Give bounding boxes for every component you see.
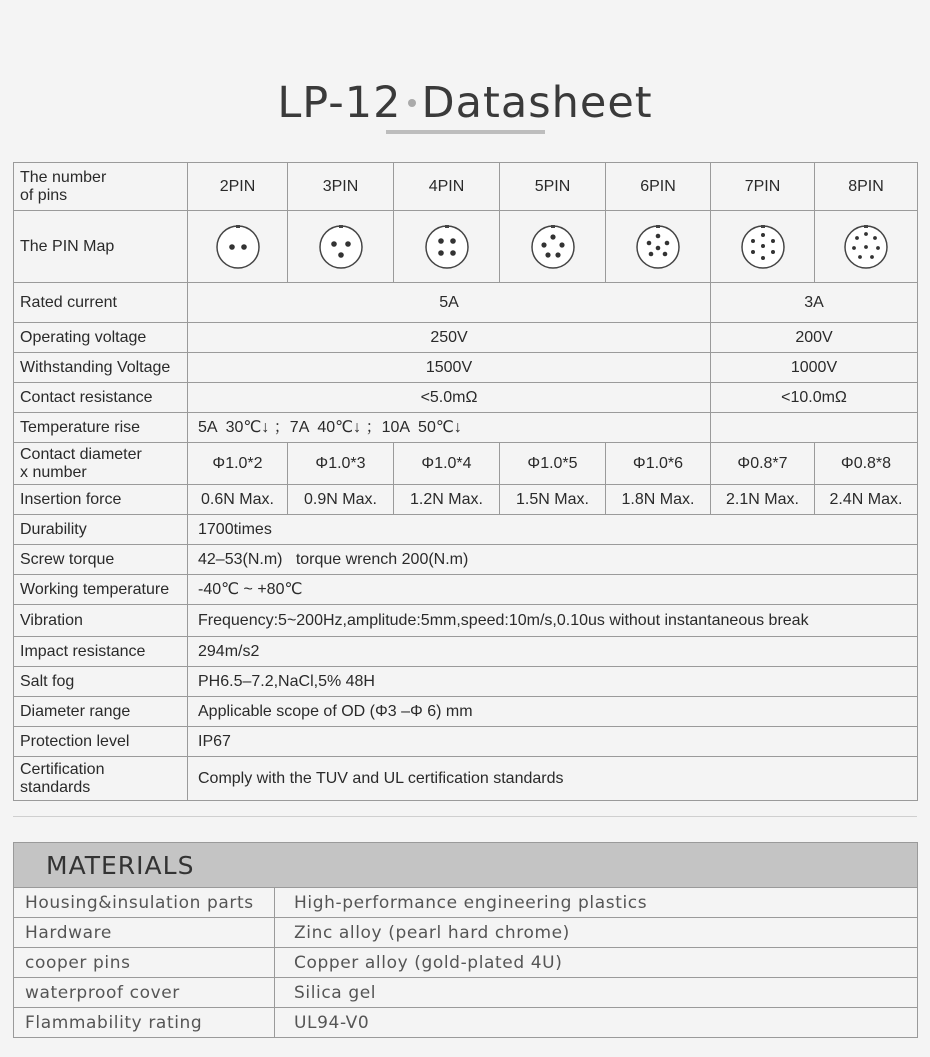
title-underline <box>386 130 545 134</box>
spec-value: Frequency:5~200Hz,amplitude:5mm,speed:10m/s,0.10us without instantaneous break <box>188 605 918 637</box>
pin-map-5-icon <box>530 224 576 270</box>
spec-label: Salt fog <box>14 667 188 697</box>
contact-diameter-label: Contact diameter x number <box>14 443 188 485</box>
title-model: LP-12 <box>277 78 402 128</box>
section-divider <box>13 816 917 817</box>
material-value: Zinc alloy (pearl hard chrome) <box>275 918 918 948</box>
table-row <box>14 485 918 515</box>
pin-count: 7PIN <box>711 163 815 211</box>
table-row <box>14 383 918 413</box>
table-row <box>14 443 918 485</box>
table-row <box>14 757 918 801</box>
table-row <box>14 323 918 353</box>
temperature-rise-value: 5A 30℃↓ ；7A 40℃↓ ；10A 50℃↓ <box>188 413 711 443</box>
insertion-force-value: 1.5N Max. <box>500 485 606 515</box>
material-part: Flammability rating <box>14 1008 275 1038</box>
pin-map-2-icon <box>215 224 261 270</box>
contact-diameter-value: Φ0.8*7 <box>711 443 815 485</box>
spec-label: Diameter range <box>14 697 188 727</box>
table-row <box>14 211 918 283</box>
spec-label: Vibration <box>14 605 188 637</box>
insertion-force-value: 1.2N Max. <box>394 485 500 515</box>
spec-label: Working temperature <box>14 575 188 605</box>
materials-table <box>13 842 918 1038</box>
spec-value: Applicable scope of OD (Φ3 –Φ 6) mm <box>188 697 918 727</box>
spec-value: 1700times <box>188 515 918 545</box>
spec-table <box>13 162 918 801</box>
contact-diameter-value: Φ1.0*2 <box>188 443 288 485</box>
table-row <box>14 727 918 757</box>
operating-voltage-value: 250V <box>188 323 711 353</box>
table-row <box>14 697 918 727</box>
table-row <box>14 283 918 323</box>
pin-map-label: The PIN Map <box>14 211 188 283</box>
title-word: Datasheet <box>421 78 653 128</box>
insertion-force-value: 2.4N Max. <box>815 485 918 515</box>
withstanding-voltage-label: Withstanding Voltage <box>14 353 188 383</box>
spec-value: 42–53(N.m) torque wrench 200(N.m) <box>188 545 918 575</box>
title-dot-icon <box>408 99 416 107</box>
spec-label: Durability <box>14 515 188 545</box>
pin-count: 3PIN <box>288 163 394 211</box>
pin-count: 6PIN <box>606 163 711 211</box>
table-row <box>14 545 918 575</box>
table-row <box>14 948 918 978</box>
pin-map-4-icon <box>424 224 470 270</box>
table-row <box>14 667 918 697</box>
table-row <box>14 978 918 1008</box>
material-value: Copper alloy (gold-plated 4U) <box>275 948 918 978</box>
empty-cell <box>711 413 918 443</box>
pin-count: 5PIN <box>500 163 606 211</box>
contact-diameter-value: Φ1.0*6 <box>606 443 711 485</box>
insertion-force-value: 1.8N Max. <box>606 485 711 515</box>
spec-value: -40℃ ~ +80℃ <box>188 575 918 605</box>
pin-map-8-icon <box>843 224 889 270</box>
spec-value: IP67 <box>188 727 918 757</box>
pin-map-6-icon <box>635 224 681 270</box>
material-part: Housing&insulation parts <box>14 888 275 918</box>
insertion-force-value: 2.1N Max. <box>711 485 815 515</box>
insertion-force-value: 0.6N Max. <box>188 485 288 515</box>
pin-count: 4PIN <box>394 163 500 211</box>
pin-map-3-icon <box>318 224 364 270</box>
temperature-rise-label: Temperature rise <box>14 413 188 443</box>
table-row <box>14 353 918 383</box>
operating-voltage-label: Operating voltage <box>14 323 188 353</box>
withstanding-voltage-value: 1000V <box>711 353 918 383</box>
spec-label: Screw torque <box>14 545 188 575</box>
table-row <box>14 413 918 443</box>
spec-label: Impact resistance <box>14 637 188 667</box>
spec-value: 294m/s2 <box>188 637 918 667</box>
rated-current-value: 3A <box>711 283 918 323</box>
material-value: Silica gel <box>275 978 918 1008</box>
pin-count: 8PIN <box>815 163 918 211</box>
table-row <box>14 637 918 667</box>
rated-current-value: 5A <box>188 283 711 323</box>
contact-diameter-value: Φ1.0*3 <box>288 443 394 485</box>
table-row <box>14 605 918 637</box>
table-row <box>14 575 918 605</box>
rated-current-label: Rated current <box>14 283 188 323</box>
material-part: waterproof cover <box>14 978 275 1008</box>
page-title <box>0 78 930 128</box>
pins-label: The number of pins <box>14 163 188 211</box>
material-value: High-performance engineering plastics <box>275 888 918 918</box>
contact-resistance-label: Contact resistance <box>14 383 188 413</box>
spec-value: PH6.5–7.2,NaCl,5% 48H <box>188 667 918 697</box>
pin-map-7-icon <box>740 224 786 270</box>
contact-diameter-value: Φ0.8*8 <box>815 443 918 485</box>
materials-header-row <box>14 843 918 888</box>
material-part: Hardware <box>14 918 275 948</box>
material-part: cooper pins <box>14 948 275 978</box>
table-row <box>14 515 918 545</box>
insertion-force-value: 0.9N Max. <box>288 485 394 515</box>
spec-label: Protection level <box>14 727 188 757</box>
contact-resistance-value: <5.0mΩ <box>188 383 711 413</box>
table-row <box>14 888 918 918</box>
certification-value: Comply with the TUV and UL certification standards <box>188 757 918 801</box>
certification-label: Certification standards <box>14 757 188 801</box>
table-row <box>14 163 918 211</box>
pin-count: 2PIN <box>188 163 288 211</box>
table-row <box>14 1008 918 1038</box>
material-value: UL94-V0 <box>275 1008 918 1038</box>
table-row <box>14 918 918 948</box>
withstanding-voltage-value: 1500V <box>188 353 711 383</box>
operating-voltage-value: 200V <box>711 323 918 353</box>
materials-title: MATERIALS <box>14 843 918 888</box>
contact-resistance-value: <10.0mΩ <box>711 383 918 413</box>
insertion-force-label: Insertion force <box>14 485 188 515</box>
contact-diameter-value: Φ1.0*4 <box>394 443 500 485</box>
contact-diameter-value: Φ1.0*5 <box>500 443 606 485</box>
